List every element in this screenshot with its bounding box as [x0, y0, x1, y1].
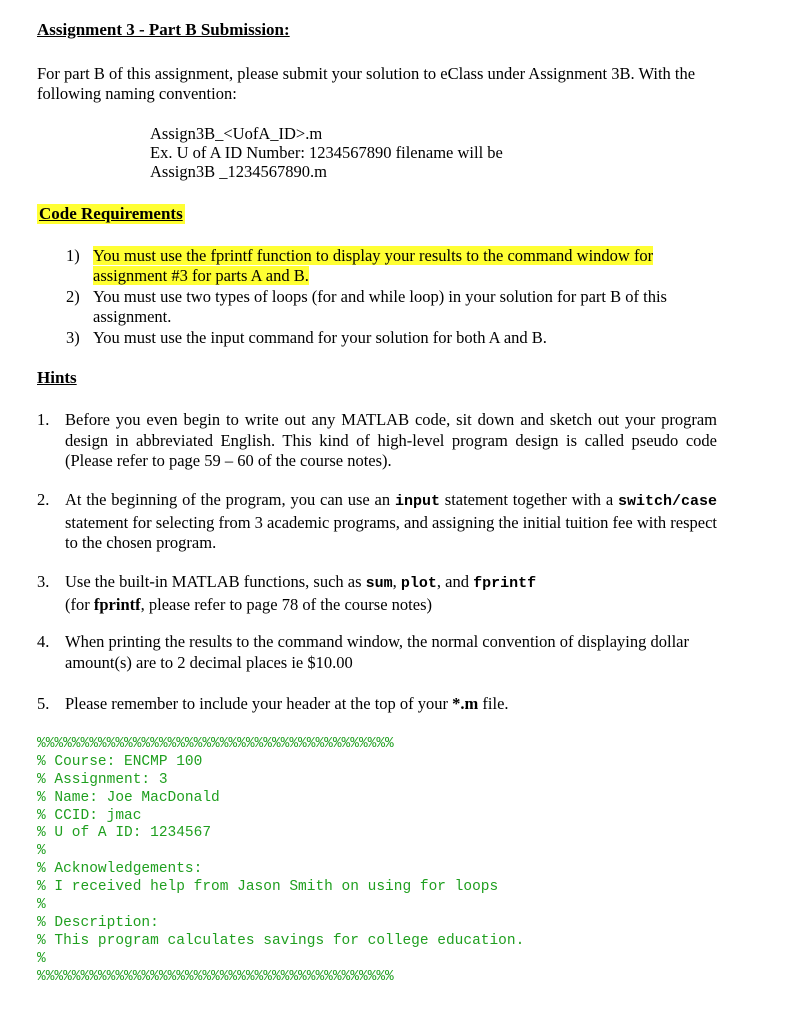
code-requirements-heading: Code Requirements	[39, 204, 183, 223]
file-extension: *.m	[452, 694, 479, 713]
code-keyword: sum	[365, 575, 393, 592]
requirement-text: You must use the fprintf function to display your results to the command window for assignment #3 for parts A and B.	[93, 246, 654, 285]
hint-text: Use the built-in MATLAB functions, such as sum, plot, and fprintf (for fprintf, please refer to page 78 of the course notes)	[65, 572, 537, 614]
hint-text: Please remember to include your header at the top of your *.m file.	[65, 694, 509, 713]
code-line: % CCID: jmac	[37, 807, 142, 824]
hint-number: 3.	[37, 572, 50, 591]
code-line: %%%%%%%%%%%%%%%%%%%%%%%%%%%%%%%%%%%%%%%%%	[37, 968, 394, 985]
code-line: % Acknowledgements:	[37, 861, 203, 878]
code-keyword: switch/case	[617, 493, 717, 510]
code-line: % Assignment: 3	[37, 771, 168, 788]
hints-heading: Hints	[37, 368, 77, 387]
hint-item	[37, 490, 717, 554]
code-line: % U of A ID: 1234567	[37, 825, 212, 842]
code-keyword: fprintf	[473, 575, 537, 592]
requirement-number: 2)	[66, 287, 80, 306]
bold-function-name: fprintf	[93, 594, 141, 614]
requirements-list	[66, 246, 726, 349]
code-line: % Name: Joe MacDonald	[37, 789, 220, 806]
requirement-item	[66, 246, 726, 286]
hint-text: Before you even begin to write out any MATLAB code, sit down and sketch out your program design in abbreviated English. This kind of high-level program design is called pseudo code (Please refer to page 59 – 60 of the course notes).	[65, 410, 717, 470]
code-keyword: input	[394, 493, 440, 510]
page-title: Assignment 3 - Part B Submission:	[37, 20, 290, 39]
hint-text: When printing the results to the command window, the normal convention of displaying dollar amount(s) are to 2 decimal places ie $10.00	[65, 632, 689, 672]
code-line: %	[37, 950, 46, 967]
code-keyword: plot	[400, 575, 437, 592]
requirement-text: You must use the input command for your solution for both A and B.	[93, 328, 547, 347]
requirement-item	[66, 328, 726, 348]
code-line: %%%%%%%%%%%%%%%%%%%%%%%%%%%%%%%%%%%%%%%%%	[37, 736, 394, 752]
hint-number: 4.	[37, 632, 50, 651]
hint-item	[37, 632, 717, 673]
hint-item	[37, 694, 717, 715]
header-code-block	[37, 736, 524, 986]
naming-convention	[150, 124, 503, 181]
requirement-number: 1)	[66, 246, 80, 265]
code-line: % This program calculates savings for college education.	[37, 932, 525, 949]
hint-item	[37, 410, 717, 472]
requirement-item	[66, 287, 726, 327]
code-line: % Course: ENCMP 100	[37, 753, 203, 770]
code-line: %	[37, 897, 46, 914]
code-line: % I received help from Jason Smith on using for loops	[37, 879, 499, 896]
code-line: %	[37, 843, 46, 860]
code-line: % Description:	[37, 914, 159, 931]
requirement-text: You must use two types of loops (for and while loop) in your solution for part B of this assignment.	[93, 287, 667, 326]
naming-pattern: Assign3B_<UofA_ID>.m	[150, 124, 323, 143]
naming-example: Ex. U of A ID Number: 1234567890 filename will be	[150, 143, 503, 162]
requirement-number: 3)	[66, 328, 80, 347]
hint-number: 5.	[37, 694, 50, 713]
hint-text: At the beginning of the program, you can use an input statement together with a switch/case statement for selecting from 3 academic programs, and assigning the initial tuition fee with respect to the chosen program.	[65, 490, 718, 552]
naming-example-filename: Assign3B _1234567890.m	[150, 162, 327, 181]
hint-number: 2.	[37, 490, 50, 509]
hint-number: 1.	[37, 410, 50, 429]
hint-item	[37, 572, 717, 615]
intro-paragraph: For part B of this assignment, please submit your solution to eClass under Assignment 3B. With the following naming convention:	[37, 64, 696, 103]
